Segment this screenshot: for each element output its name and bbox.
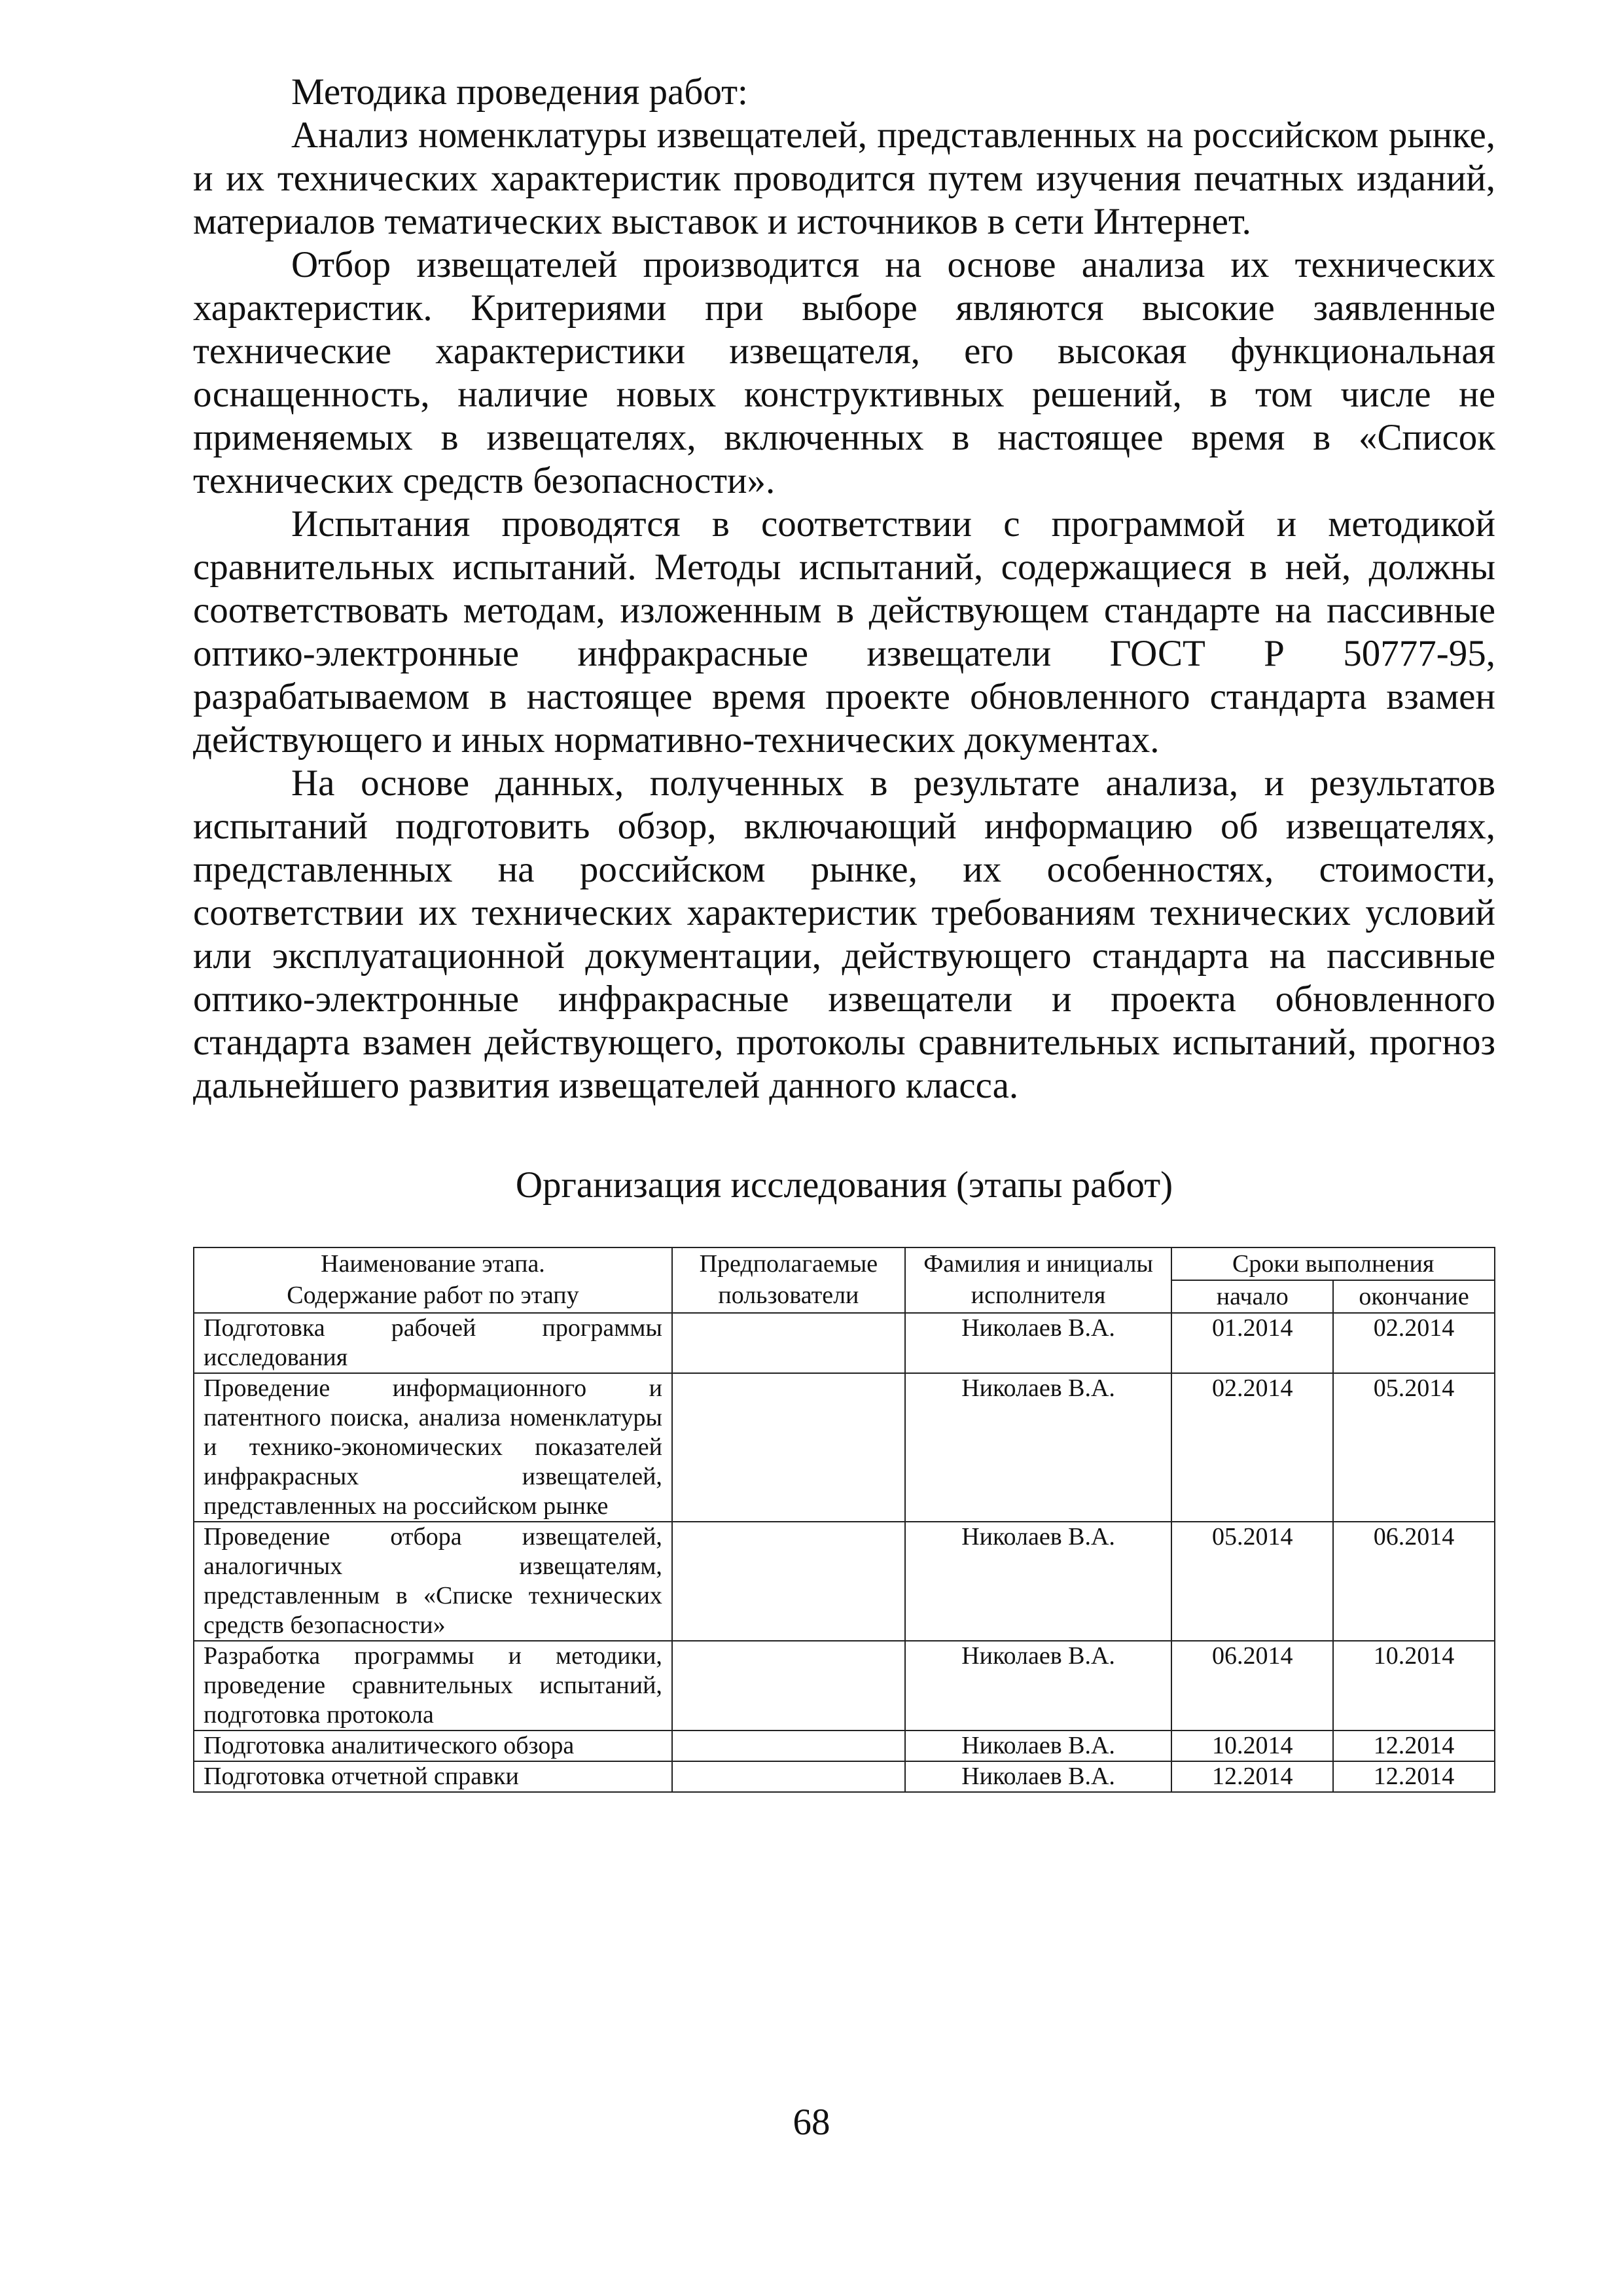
cell-users — [672, 1313, 905, 1373]
header-executor-line1: Фамилия и инициалы — [923, 1250, 1153, 1278]
cell-start: 05.2014 — [1171, 1522, 1333, 1641]
header-executor-line2: исполнителя — [971, 1282, 1106, 1309]
cell-stage: Подготовка аналитического обзора — [194, 1731, 672, 1761]
cell-end: 02.2014 — [1333, 1313, 1495, 1373]
cell-end: 12.2014 — [1333, 1761, 1495, 1792]
cell-end: 12.2014 — [1333, 1731, 1495, 1761]
cell-executor: Николаев В.А. — [905, 1373, 1172, 1522]
table-row — [194, 1373, 1495, 1522]
header-deadlines: Сроки выполнения — [1171, 1247, 1495, 1280]
cell-executor: Николаев В.А. — [905, 1761, 1172, 1792]
cell-stage: Проведение информационного и патентного поиска, анализа номенклатуры и технико-экономических показателей инфракрасных извещателей, представленных на российском рынке — [194, 1373, 672, 1522]
cell-executor: Николаев В.А. — [905, 1641, 1172, 1731]
cell-stage: Проведение отбора извещателей, аналогичных извещателям, представленным в «Списке технических средств безопасности» — [194, 1522, 672, 1641]
table-caption: Организация исследования (этапы работ) — [515, 1164, 1173, 1206]
cell-executor: Николаев В.А. — [905, 1522, 1172, 1641]
stages-table — [193, 1247, 1495, 1793]
paragraph-testing: Испытания проводятся в соответствии с программой и методикой сравнительных испытаний. Методы испытаний, содержащиеся в ней, должны соответствовать методам, изложенным в действующем стандарте на пассивные оптико-электронные инфракрасные извещатели ГОСТ Р 50777-95, разрабатываемом в настоящее время проекте обновленного стандарта взамен действующего и иных нормативно-технических документах. — [193, 503, 1495, 761]
cell-start: 10.2014 — [1171, 1731, 1333, 1761]
cell-start: 12.2014 — [1171, 1761, 1333, 1792]
cell-users — [672, 1522, 905, 1641]
cell-end: 10.2014 — [1333, 1641, 1495, 1731]
cell-end: 05.2014 — [1333, 1373, 1495, 1522]
table-row — [194, 1313, 1495, 1373]
table-row — [194, 1761, 1495, 1792]
cell-start: 01.2014 — [1171, 1313, 1333, 1373]
paragraph-review: На основе данных, полученных в результате анализа, и результатов испытаний подготовить обзор, включающий информацию об извещателях, представленных на российском рынке, их особенностях, стоимости, соответствии их технических характеристик требованиям технических условий или эксплуатационной документации, действующего стандарта на пассивные оптико-электронные инфракрасные извещатели и проекта обновленного стандарта взамен действующего, протоколы сравнительных испытаний, прогноз дальнейшего развития извещателей данного класса. — [193, 762, 1495, 1106]
header-start: начало — [1171, 1280, 1333, 1313]
header-stage-line1: Наименование этапа. — [321, 1250, 545, 1278]
header-users-line2: пользователи — [718, 1282, 859, 1309]
header-end: окончание — [1333, 1280, 1495, 1313]
cell-users — [672, 1641, 905, 1731]
cell-executor: Николаев В.А. — [905, 1313, 1172, 1373]
cell-users — [672, 1761, 905, 1792]
header-users — [672, 1247, 905, 1313]
cell-start: 02.2014 — [1171, 1373, 1333, 1522]
body-text — [193, 71, 1495, 1107]
cell-start: 06.2014 — [1171, 1641, 1333, 1731]
table-header-row — [194, 1247, 1495, 1280]
paragraph-selection: Отбор извещателей производится на основе анализа их технических характеристик. Критериями при выборе являются высокие заявленные технические характеристики извещателя, его высокая функциональная оснащенность, наличие новых конструктивных решений, в том числе не применяемых в извещателях, включенных в настоящее время в «Список технических средств безопасности». — [193, 244, 1495, 501]
table-row — [194, 1522, 1495, 1641]
cell-users — [672, 1373, 905, 1522]
page-number: 68 — [793, 2102, 830, 2143]
cell-end: 06.2014 — [1333, 1522, 1495, 1641]
cell-stage: Подготовка рабочей программы исследования — [194, 1313, 672, 1373]
cell-stage: Разработка программы и методики, проведение сравнительных испытаний, подготовка протокола — [194, 1641, 672, 1731]
header-stage-line2: Содержание работ по этапу — [287, 1282, 579, 1309]
paragraph-analysis: Анализ номенклатуры извещателей, представленных на российском рынке, и их технических характеристик проводится путем изучения печатных изданий, материалов тематических выставок и источников в сети Интернет. — [193, 115, 1495, 242]
paragraph-methodology-heading: Методика проведения работ: — [291, 71, 748, 113]
header-stage — [194, 1247, 672, 1313]
table-row — [194, 1641, 1495, 1731]
cell-users — [672, 1731, 905, 1761]
header-executor — [905, 1247, 1172, 1313]
cell-executor: Николаев В.А. — [905, 1731, 1172, 1761]
cell-stage: Подготовка отчетной справки — [194, 1761, 672, 1792]
table-row — [194, 1731, 1495, 1761]
header-users-line1: Предполагаемые — [699, 1250, 878, 1278]
